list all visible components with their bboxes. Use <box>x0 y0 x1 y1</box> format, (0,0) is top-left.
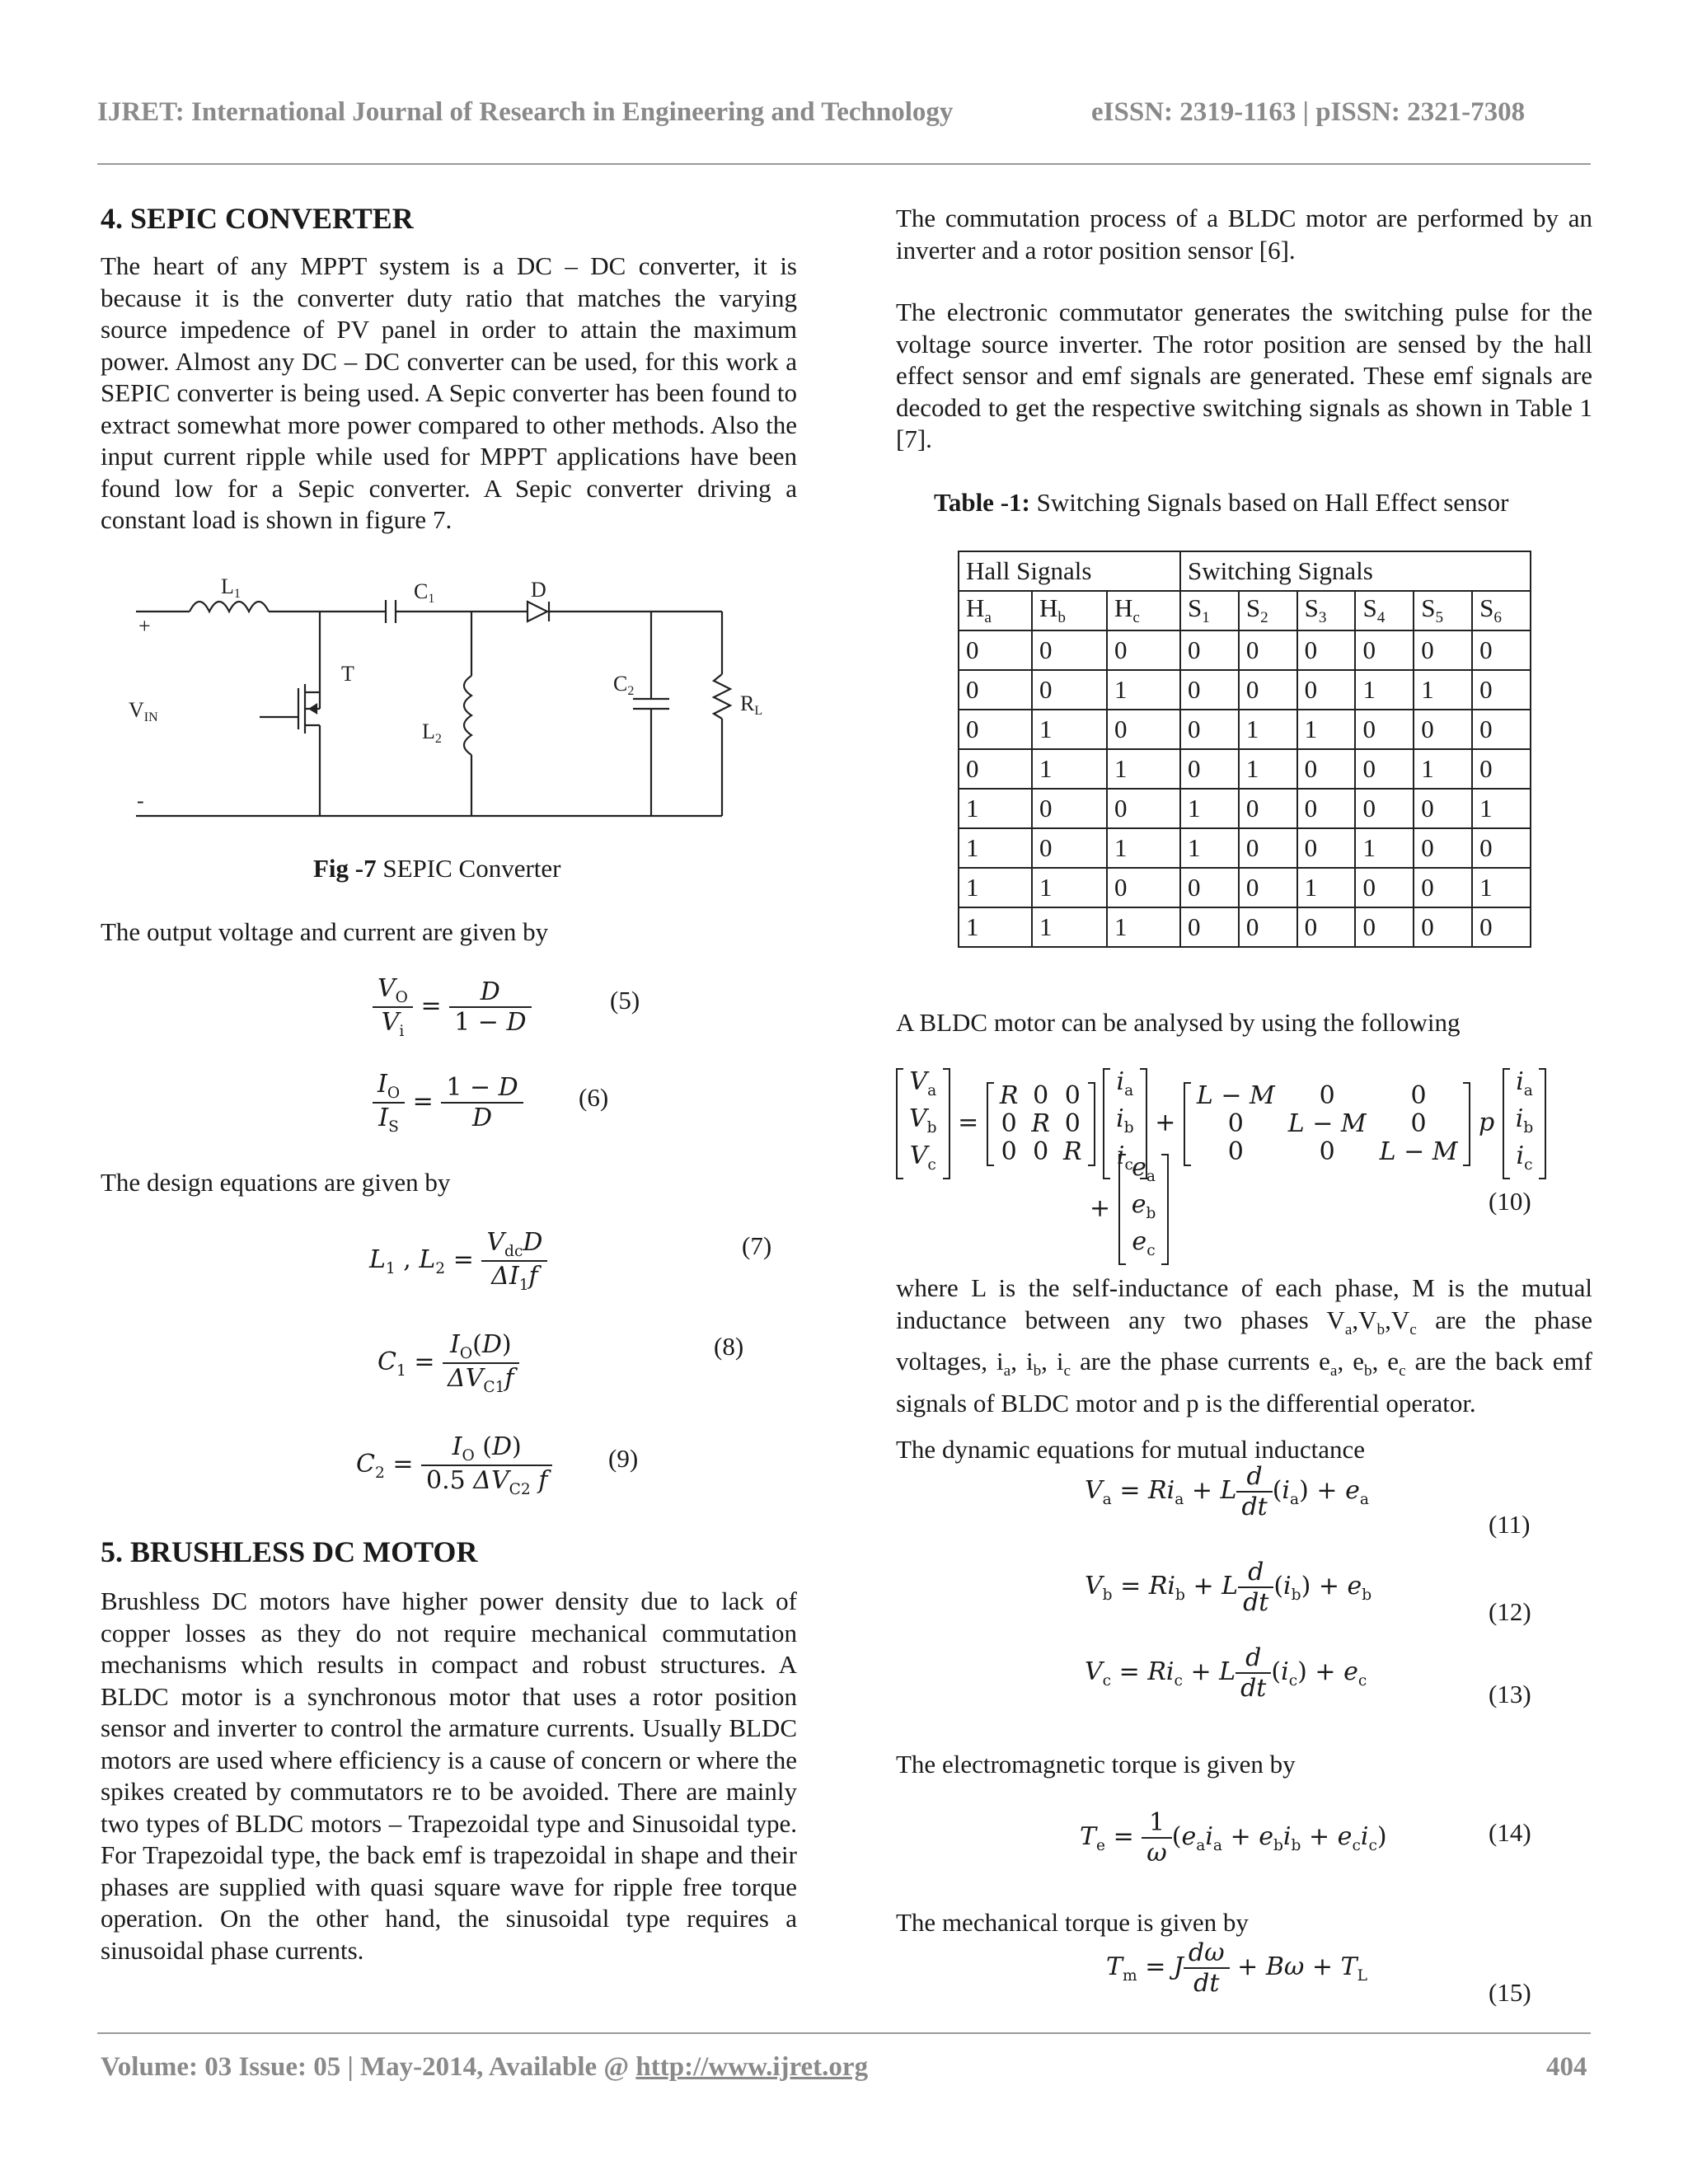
section-4-title: 4. SEPIC CONVERTER <box>101 202 414 235</box>
bldc-intro: A BLDC motor can be analysed by using the following <box>896 1008 1461 1037</box>
label-c1: C1 <box>414 579 435 606</box>
table-cell: 0 <box>1355 868 1414 907</box>
footer-volume: Volume: 03 Issue: 05 | May-2014, Available @ http://www.ijret.org <box>101 2052 869 2082</box>
table-cell: 0 <box>1297 749 1356 789</box>
label-c2: C2 <box>613 672 635 698</box>
equation-12: $V_b = Ri_b + L$ $\frac{d}{dt}$ $(i_b) + e_b$ <box>1085 1558 1372 1617</box>
group-header-switching: Switching Signals <box>1180 551 1531 591</box>
mechanical-intro: The mechanical torque is given by <box>896 1908 1249 1937</box>
equation-13-number: (13) <box>1489 1680 1531 1708</box>
table-cell: 0 <box>1472 710 1531 749</box>
equation-9-number: (9) <box>608 1444 639 1473</box>
table-cell: 1 <box>1032 907 1107 947</box>
label-t: T <box>341 662 354 686</box>
table-cell: 0 <box>1355 789 1414 828</box>
table-cell: 0 <box>1180 630 1239 670</box>
table-group-header-row <box>959 551 1531 591</box>
table-cell: 0 <box>1032 630 1107 670</box>
equation-15: $T_m = J$ $\frac{d\omega}{dt}$ + $B\omega + T_L$ <box>1106 1938 1367 1998</box>
table-cell: 0 <box>1180 710 1239 749</box>
column-header-s2: $S_2$ <box>1239 591 1297 630</box>
torque-intro: The electromagnetic torque is given by <box>896 1750 1296 1779</box>
table-cell: 0 <box>1414 789 1472 828</box>
column-header-hb: $H_b$ <box>1032 591 1107 630</box>
table-cell: 0 <box>1032 670 1107 710</box>
equation-11-number: (11) <box>1489 1510 1531 1539</box>
table-row <box>959 828 1531 868</box>
commutation-paragraph: The commutation process of a BLDC motor are performed by an inverter and a rotor position sensor [6]. <box>896 204 1592 265</box>
table-cell: 1 <box>1032 710 1107 749</box>
group-header-hall: Hall Signals <box>959 551 1180 591</box>
table-cell: 1 <box>1414 670 1472 710</box>
table-cell: 0 <box>1107 789 1180 828</box>
table-cell: 0 <box>1239 868 1297 907</box>
table-cell: 1 <box>1180 828 1239 868</box>
label-rl: RL <box>740 691 763 718</box>
equation-6: $\frac{I_O}{I_S}$ = $\frac{1 - D}{D}$ <box>373 1070 523 1136</box>
table-cell: 1 <box>1355 828 1414 868</box>
table-cell: 0 <box>1355 710 1414 749</box>
equation-6-number: (6) <box>579 1083 609 1112</box>
table-cell: 1 <box>1239 749 1297 789</box>
column-header-s6: $S_6$ <box>1472 591 1531 630</box>
table-row <box>959 630 1531 670</box>
table-cell: 0 <box>1239 670 1297 710</box>
equation-11: $V_a = Ri_a + L$ $\frac{d}{dt}$ $(i_a) + e_a$ <box>1085 1462 1369 1521</box>
table-cell: 0 <box>1414 868 1472 907</box>
table-cell: 0 <box>1239 630 1297 670</box>
table-cell: 0 <box>1180 670 1239 710</box>
table-cell: 1 <box>959 789 1032 828</box>
table-cell: 1 <box>1414 749 1472 789</box>
table-cell: 0 <box>1297 670 1356 710</box>
table-cell: 1 <box>1032 749 1107 789</box>
footer-rule <box>97 2032 1591 2034</box>
table-cell: 0 <box>1297 828 1356 868</box>
table-row <box>959 670 1531 710</box>
table-cell: 1 <box>1239 710 1297 749</box>
label-d: D <box>531 578 546 602</box>
table-cell: 0 <box>1107 630 1180 670</box>
equation-8-number: (8) <box>714 1332 744 1361</box>
table-cell: 0 <box>1414 907 1472 947</box>
footer-page-number: 404 <box>1546 2052 1587 2082</box>
switching-signals-table <box>958 551 1531 948</box>
table-cell: 0 <box>1239 907 1297 947</box>
output-intro: The output voltage and current are given by <box>101 917 549 946</box>
commutator-paragraph: The electronic commutator generates the switching pulse for the voltage source inverter. The rotor position are sensed by the hall effect sensor and emf signals are generated. These emf signals are decoded to get the respective switching signals as shown in Table 1 [7]. <box>896 298 1592 453</box>
equation-8: $C_1$ = $\frac{I_O(D)}{\Delta V_{C1}f}$ <box>377 1330 519 1396</box>
table-cell: 0 <box>959 630 1032 670</box>
column-header-s5: $S_5$ <box>1414 591 1472 630</box>
journal-title: IJRET: International Journal of Research in Engineering and Technology <box>97 97 954 127</box>
table-cell: 0 <box>1297 789 1356 828</box>
equation-13: $V_c = Ri_c + L$ $\frac{d}{dt}$ $(i_c) + e_c$ <box>1085 1643 1367 1703</box>
table-cell: 0 <box>1472 749 1531 789</box>
section-4-paragraph: The heart of any MPPT system is a DC – DC converter, it is because it is the converter duty ratio that matches the varying source impedence of PV panel in order to attain the maximum power. Almost any DC – DC converter can be used, for this work a SEPIC converter is being used. A Sepic converter has been found to extract somewhat more power compared to other methods. Also the input current ripple while used for MPPT applications have been found low for a Sepic converter. A Sepic converter driving a constant load is shown in figure 7. <box>101 251 797 534</box>
dynamic-intro: The dynamic equations for mutual inductance <box>896 1435 1366 1464</box>
table-cell: 1 <box>959 868 1032 907</box>
table-row <box>959 710 1531 749</box>
table-cell: 0 <box>1355 907 1414 947</box>
section-5-paragraph: Brushless DC motors have higher power density due to lack of copper losses as they do not require mechanical commutation mechanisms which results in compact and robust structures. A BLDC motor is a synchronous motor that uses a rotor position sensor and inverter to control the armature currents. Usually BLDC motors are used where efficiency is a cause of concern or where the spikes created by commutators re to be avoided. There are mainly two types of BLDC motors – Trapezoidal type and Sinusoidal type. For Trapezoidal type, the back emf is trapezoidal in shape and their phases are supplied with quasi square wave for ripple free torque operation. On the other hand, the sinusoidal type requires a sinusoidal phase currents. <box>101 1586 797 1965</box>
table-cell: 0 <box>1297 630 1356 670</box>
table-cell: 0 <box>1239 828 1297 868</box>
equation-10: $V_a$ $V_b$ $V_c$ = R 0 0 0 R 0 0 0 R $i_a$ $i_b$ $i_c$ + L − M 0 0 0 L − M 0 0 0 L − M p $i_a$ $i_b$ $i_c$ <box>896 1068 1546 1179</box>
equation-7: $L_1$ , $L_2$ = $\frac{V_{dc}D}{\Delta I_1f}$ <box>369 1228 547 1294</box>
label-l1: L1 <box>221 574 241 601</box>
footer-url-link[interactable]: http://www.ijret.org <box>635 2052 869 2082</box>
sepic-circuit-figure <box>124 569 763 832</box>
table-cell: 0 <box>1472 630 1531 670</box>
header-rule <box>97 163 1591 165</box>
label-vin: VIN <box>129 698 158 724</box>
equation-7-number: (7) <box>742 1231 772 1260</box>
table-cell: 0 <box>1472 907 1531 947</box>
equation-14-number: (14) <box>1489 1818 1531 1847</box>
equation-9: $C_2$ = $\frac{I_O (D)}{0.5 \Delta V_{C2} f}$ <box>356 1432 552 1498</box>
issn-label: eISSN: 2319-1163 | pISSN: 2321-7308 <box>1091 97 1526 127</box>
table-cell: 1 <box>1107 749 1180 789</box>
table-cell: 0 <box>1032 828 1107 868</box>
figure-7-caption: Fig -7 SEPIC Converter <box>313 854 561 883</box>
section-5-title: 5. BRUSHLESS DC MOTOR <box>101 1535 478 1568</box>
label-minus: - <box>137 789 144 813</box>
table-cell: 0 <box>1414 630 1472 670</box>
table-cell: 1 <box>1472 789 1531 828</box>
table-cell: 1 <box>1297 868 1356 907</box>
table-cell: 0 <box>1239 789 1297 828</box>
label-plus: + <box>138 614 151 638</box>
equation-14: $T_e$ = $\frac{1}{\omega}$ $(e_ai_a + e_bi_b + e_ci_c)$ <box>1080 1808 1387 1868</box>
table-cell: 0 <box>1472 828 1531 868</box>
table-cell: 1 <box>1107 670 1180 710</box>
table-row <box>959 868 1531 907</box>
table-cell: 0 <box>959 749 1032 789</box>
column-header-s3: $S_3$ <box>1297 591 1356 630</box>
column-header-s1: $S_1$ <box>1180 591 1239 630</box>
equation-10-number: (10) <box>1489 1187 1531 1216</box>
equation-5-number: (5) <box>610 986 640 1015</box>
equation-15-number: (15) <box>1489 1978 1531 2007</box>
table-cell: 0 <box>1414 710 1472 749</box>
column-header-ha: $H_a$ <box>959 591 1032 630</box>
table-cell: 1 <box>1297 710 1356 749</box>
design-intro: The design equations are given by <box>101 1168 451 1197</box>
table-cell: 1 <box>1107 828 1180 868</box>
table-cell: 1 <box>959 907 1032 947</box>
table-cell: 0 <box>1107 868 1180 907</box>
table-cell: 0 <box>1355 630 1414 670</box>
label-l2: L2 <box>422 719 442 746</box>
table-1-caption: Table -1: Switching Signals based on Hall Effect sensor <box>934 488 1509 517</box>
table-cell: 0 <box>1297 907 1356 947</box>
table-cell: 0 <box>959 710 1032 749</box>
equation-5: $\frac{V_O}{V_i}$ = $\frac{D}{1 - D}$ <box>373 974 532 1040</box>
table-row <box>959 749 1531 789</box>
column-header-hc: $H_c$ <box>1107 591 1180 630</box>
table-row <box>959 789 1531 828</box>
where-paragraph: where L is the self-inductance of each phase, M is the mutual inductance between any two phases $V_a,V_b,V_c$ are the phase voltages, $i_a$, $i_b$, $i_c$ are the phase currents $e_a$, $e_b$, $e_c$ are the back emf signals of BLDC motor and p is the differential operator. <box>896 1273 1593 1418</box>
table-cell: 0 <box>1180 907 1239 947</box>
table-cell: 0 <box>1180 749 1239 789</box>
table-cell: 0 <box>1355 749 1414 789</box>
table-cell: 1 <box>1355 670 1414 710</box>
column-header-s4: $S_4$ <box>1355 591 1414 630</box>
table-cell: 1 <box>1032 868 1107 907</box>
table-cell: 1 <box>1107 907 1180 947</box>
table-cell: 0 <box>959 670 1032 710</box>
table-cell: 0 <box>1180 868 1239 907</box>
table-column-header-row <box>959 591 1531 630</box>
table-cell: 0 <box>1032 789 1107 828</box>
equation-12-number: (12) <box>1489 1597 1531 1626</box>
table-row <box>959 907 1531 947</box>
table-cell: 1 <box>959 828 1032 868</box>
equation-10-back-emf: + $e_a$ $e_b$ $e_c$ <box>1090 1154 1169 1265</box>
table-cell: 0 <box>1107 710 1180 749</box>
table-cell: 0 <box>1414 828 1472 868</box>
table-cell: 1 <box>1180 789 1239 828</box>
table-cell: 1 <box>1472 868 1531 907</box>
table-cell: 0 <box>1472 670 1531 710</box>
